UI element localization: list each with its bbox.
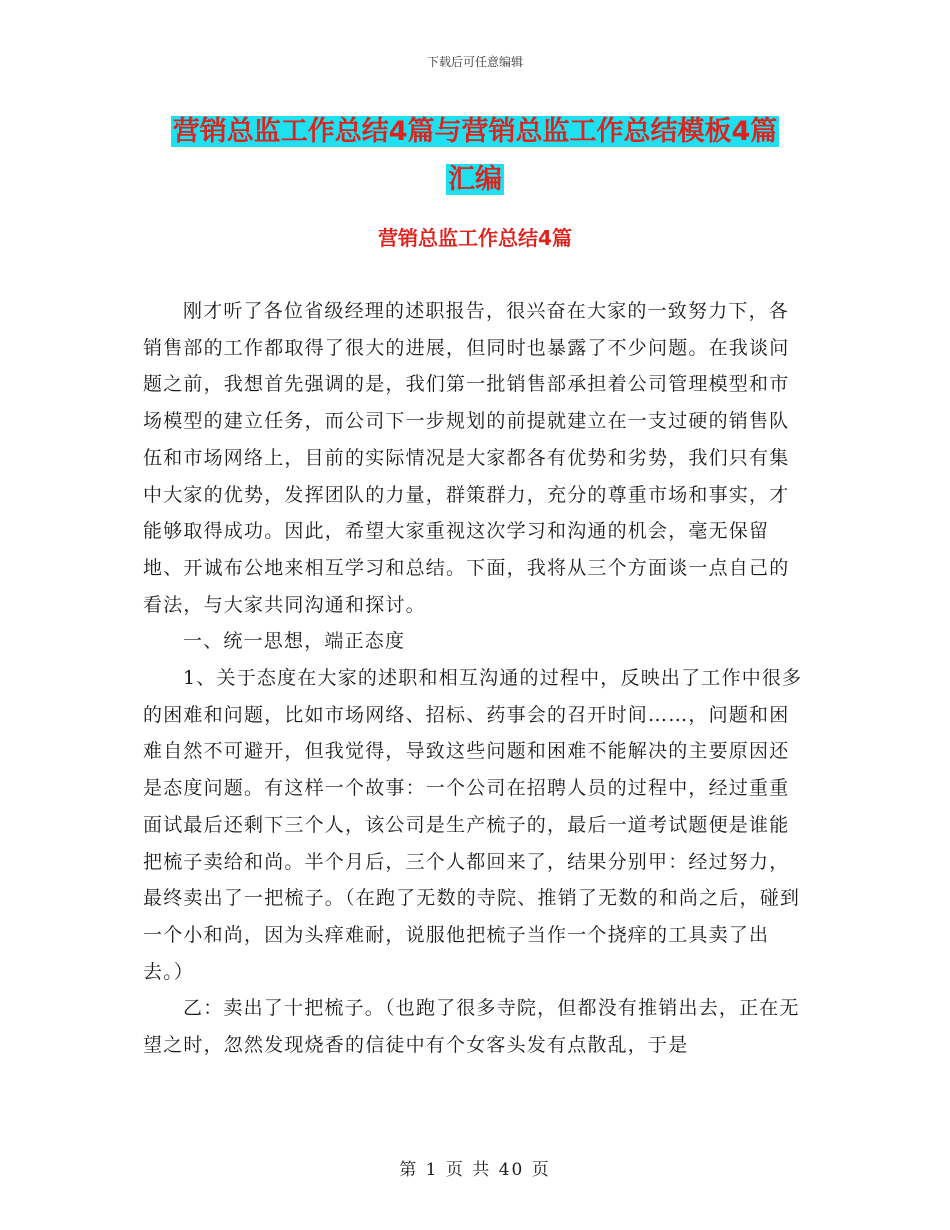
document-title-line-1: 营销总监工作总结4篇与营销总监工作总结模板4篇 bbox=[172, 116, 778, 147]
document-title-line-2: 汇编 bbox=[448, 164, 502, 195]
paragraph-story-b: 乙：卖出了十把梳子。（也跑了很多寺院，但都没有推销出去，正在无望之时，忽然发现烧香的信徒中有个女客头发有点散乱，于是 bbox=[143, 997, 800, 1057]
section-title: 营销总监工作总结4篇 bbox=[378, 226, 572, 250]
document-title bbox=[145, 108, 805, 204]
body-text bbox=[143, 293, 808, 1064]
paragraph-attitude: 1、关于态度在大家的述职和相互沟通的过程中，反映出了工作中很多的困难和问题，比如市场网络、招标、药事会的召开时间……，问题和困难自然不可避开，但我觉得，导致这些问题和困难不能解决的主要原因还是态度问题。有这样一个故事：一个公司在招聘人员的过程中，经过重重面试最后还剩下三个人，该公司是生产梳子的，最后一道考试题便是谁能把梳子卖给和尚。半个月后，三个人都回来了，结果分别甲：经过努力，最终卖出了一把梳子。（在跑了无数的寺院、推销了无数的和尚之后，碰到一个小和尚，因为头痒难耐，说服他把梳子当作一个挠痒的工具卖了出去。） bbox=[143, 667, 803, 983]
paragraph-heading-1: 一、统一思想，端正态度 bbox=[183, 630, 406, 653]
page-header-note: 下载后可任意编辑 bbox=[426, 55, 523, 69]
page-footer: 第 1 页 共 40 页 bbox=[399, 1160, 551, 1180]
paragraph-intro: 刚才听了各位省级经理的述职报告，很兴奋在大家的一致努力下，各销售部的工作都取得了很大的进展，但同时也暴露了不少问题。在我谈问题之前，我想首先强调的是，我们第一批销售部承担着公司管理模型和市场模型的建立任务，而公司下一步规划的前提就建立在一支过硬的销售队伍和市场网络上，目前的实际情况是大家都各有优势和劣势，我们只有集中大家的优势，发挥团队的力量，群策群力，充分的尊重市场和事实，才能够取得成功。因此，希望大家重视这次学习和沟通的机会，毫无保留地、开诚布公地来相互学习和总结。下面，我将从三个方面谈一点自己的看法，与大家共同沟通和探讨。 bbox=[143, 300, 790, 616]
